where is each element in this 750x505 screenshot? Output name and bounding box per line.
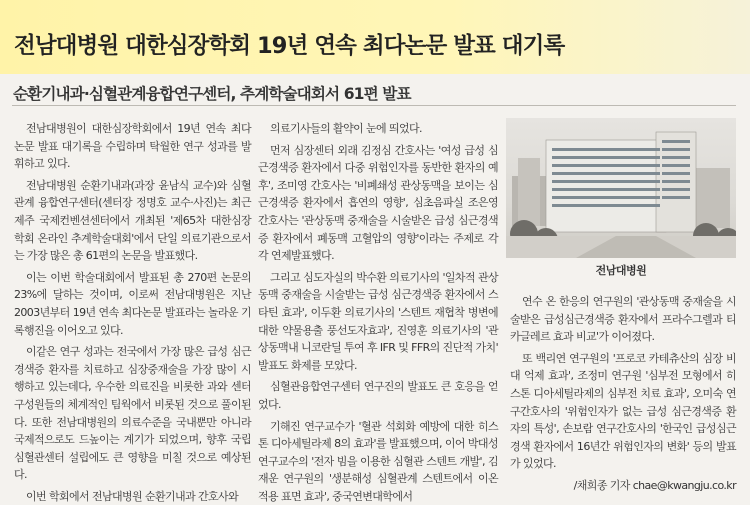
photo-caption: 전남대병원 [506,262,736,278]
hospital-photo [506,118,736,258]
paragraph: 이같은 연구 성과는 전국에서 가장 많은 급성 심근경색증 환자를 치료하고 심장중재술을 가장 많이 시행하고 있는데다, 우수한 의료진을 비롯한 과와 센터 구성원들의 체계적인 팀웍에서 비롯된 것으로 풀이된다. 또한 전남대병원의 의료수준을 국내뿐만 아니라 국제적으로도 드높이는 계기가 되었으며, 향후 국립심혈관센터 설립에도 큰 영향을 미칠 것으로 예상된다. [14,343,251,484]
article-column-3 [510,293,736,495]
article-subhead: 순환기내과·심혈관계융합연구센터, 추계학술대회서 61편 발표 [13,82,411,104]
article-headline: 전남대병원 대한심장학회 19년 연속 최다논문 발표 대기록 [14,28,564,60]
byline: /채희종 기자 chae@kwangju.co.kr [510,477,736,495]
paragraph: 전남대병원 순환기내과(과장 윤남식 교수)와 심혈관계 융합연구센터(센터장 정명호 교수·사진)는 최근 제주 국제컨벤션센터에서 개최된 '제65차 대한심장학회 온라인 추계학술대회'에서 단일 의료기관으로서는 가장 많은 총 61편의 논문을 발표했다. [14,177,251,265]
paragraph: 의료기사들의 활약이 눈에 띄었다. [258,120,498,138]
paragraph: 전남대병원이 대한심장학회에서 19년 연속 최다 논문 발표 대기록을 수립하며 탁월한 연구 성과를 발휘하고 있다. [14,120,251,173]
article-column-1 [14,120,251,505]
paragraph: 이는 이번 학술대회에서 발표된 총 270편 논문의 23%에 달하는 것이며, 이로써 전남대병원은 지난 2003년부터 19년 연속 최다논문 발표라는 놀라운 기록행진을 이어오고 있다. [14,269,251,339]
paragraph: 또 백리연 연구원의 '프로코 카테츄산의 심장 비대 억제 효과', 조정미 연구원 '심부전 모형에서 히스톤 디아세틸라제의 심부전 치료 효과', 오미숙 연구간호사의 '위험인자가 없는 급성 심근경색증 환자의 특성', 손보람 연구간호사의 '한국인 급성심근경색 환자에서 16년간 위험인자의 변화' 등의 발표가 있었다. [510,350,736,473]
paragraph: 연수 온 한응의 연구원의 '관상동맥 중재술을 시술받은 급성심근경색증 환자에서 프라수그렐과 티카글레르 효과 비교'가 이어졌다. [510,293,736,346]
paragraph: 심혈관융합연구센터 연구진의 발표도 큰 호응을 얻었다. [258,378,498,413]
article-column-2 [258,120,498,505]
subhead-divider [12,105,736,106]
paragraph: 먼저 심장센터 외래 김정심 간호사는 '여성 급성 심근경색증 환자에서 다중 위험인자를 동반한 환자의 예후', 조미영 간호사는 '비폐쇄성 관상동맥을 보이는 심근경색증 환자에서 흡연의 영향', 심초음파실 조은영 간호사는 '관상동맥 중재술을 시술받은 급성 심근경색증 환자에서 폐동맥 고혈압의 영향'이라는 주제로 각각 연제발표했다. [258,142,498,265]
paragraph: 이번 학회에서 전남대병원 순환기내과 간호사와 [14,488,251,505]
paragraph: 기해진 연구교수가 '혈관 석회화 예방에 대한 히스톤 디아세틸라제 8의 효과'를 발표했으며, 이어 박대성 연구교수의 '전자 빔을 이용한 심혈관 스텐트 개발', 김재운 연구원의 '생분해성 심혈관계 스텐트에서 이온 적용 표면 효과', 중국연변대학에서 [258,418,498,505]
paragraph: 그리고 심도자실의 박수환 의료기사의 '일차적 관상동맥 중재술을 시술받는 급성 심근경색증 환자에서 스타틴 효과', 이두환 의료기사의 '스텐트 재협착 병변에 대한 약물용출 풍선도자효과', 진영훈 의료기사의 '관상동맥내 니코란딜 투여 후 IFR 및 FFR의 진단적 가치' 발표도 화제를 모았다. [258,269,498,375]
